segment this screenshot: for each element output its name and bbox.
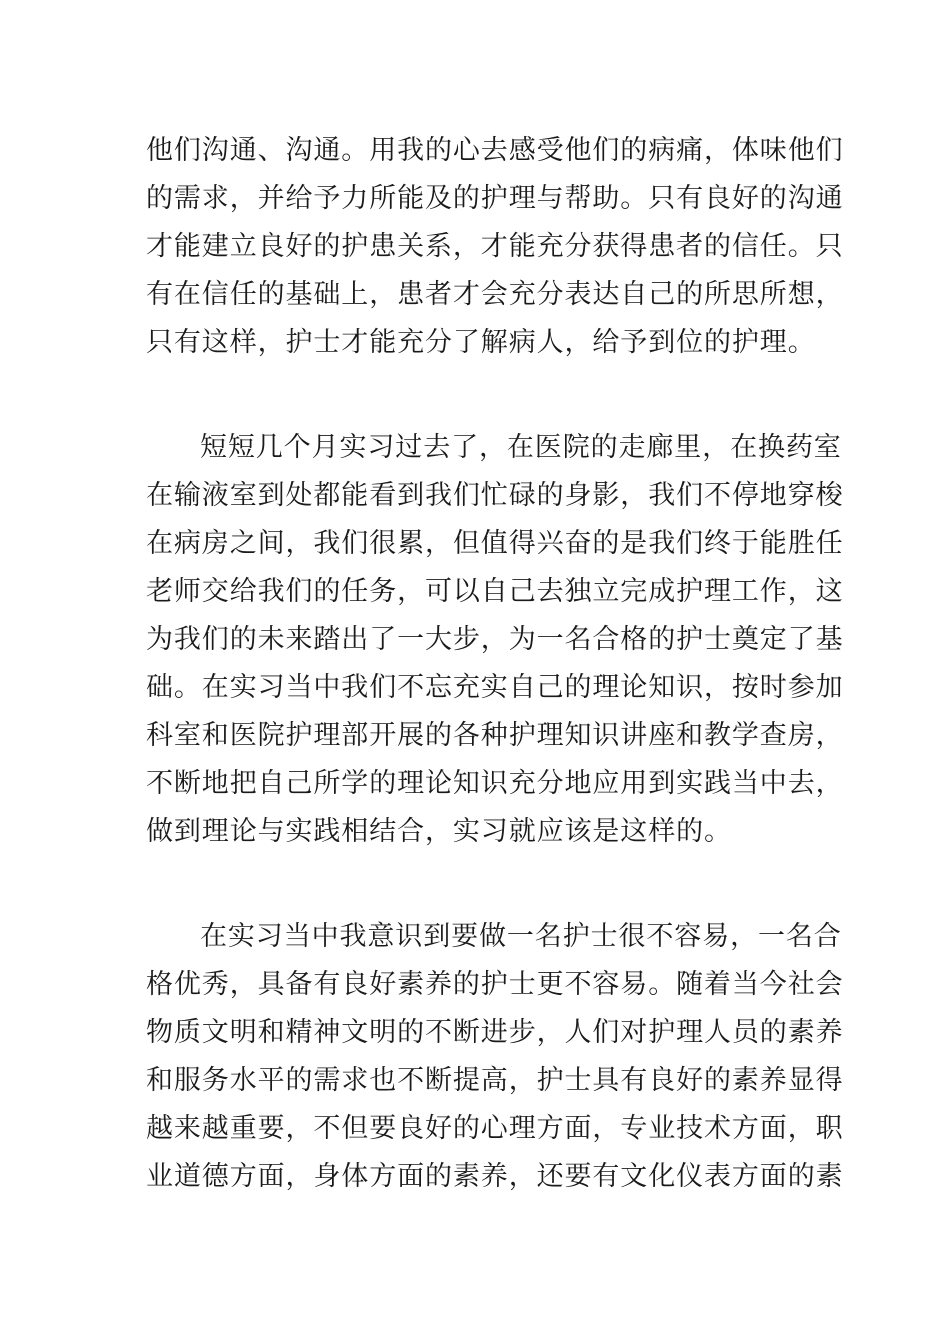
text-line: 物质文明和精神文明的不断进步，人们对护理人员的素养 [146, 1017, 844, 1048]
text-line: 只有这样，护士才能充分了解病人，给予到位的护理。 [146, 327, 816, 358]
text-line: 业道德方面，身体方面的素养，还要有文化仪表方面的素 [146, 1161, 844, 1192]
text-line: 在实习当中我意识到要做一名护士很不容易，一名合 [200, 921, 842, 952]
text-line: 在输液室到处都能看到我们忙碌的身影，我们不停地穿梭 [146, 480, 844, 511]
text-line: 在病房之间，我们很累，但值得兴奋的是我们终于能胜任 [146, 528, 844, 559]
text-line: 有在信任的基础上，患者才会充分表达自己的所思所想， [146, 279, 844, 310]
text-line: 他们沟通、沟通。用我的心去感受他们的病痛，体味他们 [146, 135, 844, 166]
text-line: 为我们的未来踏出了一大步，为一名合格的护士奠定了基 [146, 624, 844, 655]
text-line: 础。在实习当中我们不忘充实自己的理论知识，按时参加 [146, 672, 844, 703]
text-line: 不断地把自己所学的理论知识充分地应用到实践当中去， [146, 768, 844, 799]
text-line: 和服务水平的需求也不断提高，护士具有良好的素养显得 [146, 1065, 844, 1096]
text-line: 才能建立良好的护患关系，才能充分获得患者的信任。只 [146, 231, 844, 262]
text-line: 的需求，并给予力所能及的护理与帮助。只有良好的沟通 [146, 183, 844, 214]
text-line: 格优秀，具备有良好素养的护士更不容易。随着当今社会 [146, 969, 844, 1000]
text-line: 越来越重要，不但要良好的心理方面，专业技术方面，职 [146, 1113, 844, 1144]
text-line: 老师交给我们的任务，可以自己去独立完成护理工作，这 [146, 576, 844, 607]
text-line: 短短几个月实习过去了，在医院的走廊里，在换药室 [200, 432, 842, 463]
text-line: 科室和医院护理部开展的各种护理知识讲座和教学查房， [146, 720, 844, 751]
text-line: 做到理论与实践相结合，实习就应该是这样的。 [146, 816, 732, 847]
